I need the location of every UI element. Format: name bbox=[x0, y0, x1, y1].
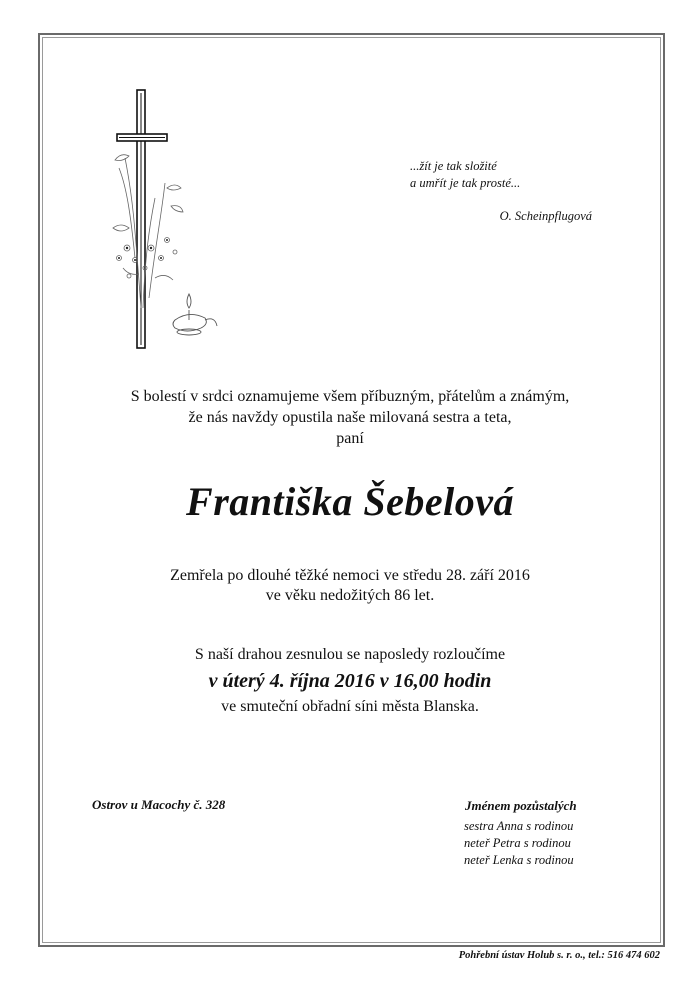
oil-lamp-icon bbox=[173, 294, 217, 335]
quote-block bbox=[390, 158, 595, 225]
death-details bbox=[0, 566, 700, 606]
announcement-intro bbox=[0, 386, 700, 449]
funeral-service-footer: Pohřební ústav Holub s. r. o., tel.: 516 474 602 bbox=[458, 950, 660, 961]
quote-line: a umřít je tak prosté... bbox=[410, 176, 521, 190]
intro-line: paní bbox=[336, 430, 364, 447]
death-line: ve věku nedožitých 86 let. bbox=[265, 587, 435, 604]
relative-entry: neteř Petra s rodinou bbox=[464, 836, 571, 850]
cross-and-flowers-emblem bbox=[105, 88, 225, 353]
cross-icon bbox=[117, 90, 167, 348]
farewell-line: ve smuteční obřadní síni města Blanska. bbox=[221, 698, 479, 715]
deceased-name: Františka Šebelová bbox=[186, 479, 514, 524]
quote-line: ...žít je tak složité bbox=[410, 159, 497, 173]
signoff-block bbox=[460, 797, 600, 869]
farewell-details bbox=[0, 644, 700, 718]
farewell-line: S naší drahou zesnulou se naposledy rozloučíme bbox=[194, 646, 506, 663]
death-line: Zemřela po dlouhé těžké nemoci ve středu 28. září 2016 bbox=[170, 567, 530, 584]
intro-line: S bolestí v srdci oznamujeme všem příbuzným, přátelům a známým, bbox=[130, 388, 570, 405]
signoff-heading: Jménem pozůstalých bbox=[465, 798, 577, 813]
relative-entry: neteř Lenka s rodinou bbox=[464, 853, 574, 867]
ceremony-date: v úterý 4. října 2016 v 16,00 hodin bbox=[208, 670, 492, 692]
quote-author: O. Scheinpflugová bbox=[499, 209, 592, 223]
flower-bouquet-icon bbox=[113, 155, 183, 308]
family-address: Ostrov u Macochy č. 328 bbox=[92, 797, 226, 812]
intro-line: že nás navždy opustila naše milovaná sestra a teta, bbox=[188, 409, 512, 426]
relative-entry: sestra Anna s rodinou bbox=[464, 819, 574, 833]
